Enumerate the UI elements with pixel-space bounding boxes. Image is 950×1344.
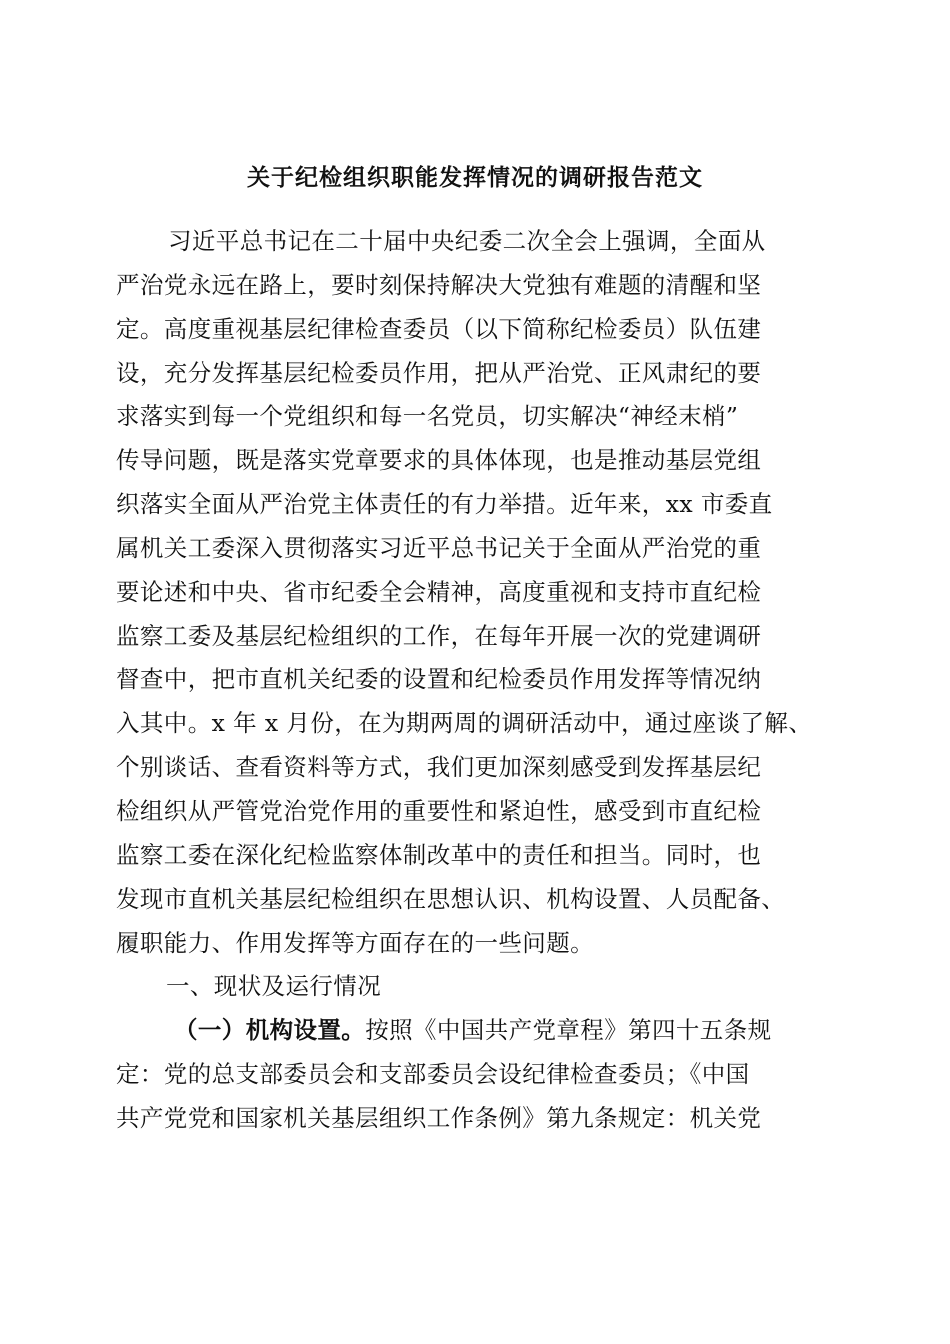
paragraph-line: 共产党党和国家机关基层组织工作条例》第九条规定：机关党 xyxy=(116,1103,762,1132)
paragraph-line: 督查中，把市直机关纪委的设置和纪检委员作用发挥等情况纳 xyxy=(116,665,762,694)
paragraph-line: 求落实到每一个党组织和每一名党员，切实解决“神经末梢” xyxy=(116,402,739,431)
subsection-first-line-text: 按照《中国共产党章程》第四十五条规 xyxy=(365,1016,772,1045)
paragraph-line: 检组织从严管党治党作用的重要性和紧迫性，感受到市直纪检 xyxy=(116,796,762,825)
paragraph-line: 要论述和中央、省市纪委全会精神，高度重视和支持市直纪检 xyxy=(116,577,762,606)
paragraph-line: 织落实全面从严治党主体责任的有力举措。近年来，xx 市委直 xyxy=(116,490,773,519)
subsection-first-line xyxy=(116,1009,856,1053)
document-title: 关于纪检组织职能发挥情况的调研报告范文 xyxy=(247,164,703,191)
paragraph-line: 监察工委在深化纪检监察体制改革中的责任和担当。同时，也 xyxy=(116,840,762,869)
section-heading: 一、现状及运行情况 xyxy=(166,972,382,1001)
paragraph-line: 入其中。x 年 x 月份，在为期两周的调研活动中，通过座谈了解、 xyxy=(116,709,813,738)
paragraph-line: 监察工委及基层纪检组织的工作，在每年开展一次的党建调研 xyxy=(116,621,762,650)
paragraph-line: 传导问题，既是落实党章要求的具体体现，也是推动基层党组 xyxy=(116,446,762,475)
subsection-label: （一）机构设置。 xyxy=(174,1016,366,1045)
paragraph-line: 严治党永远在路上，要时刻保持解决大党独有难题的清醒和坚 xyxy=(116,270,762,299)
paragraph-line: 个别谈话、查看资料等方式，我们更加深刻感受到发挥基层纪 xyxy=(116,753,762,782)
paragraph-line: 发现市直机关基层纪检组织在思想认识、机构设置、人员配备、 xyxy=(116,884,786,913)
paragraph-line: 定：党的总支部委员会和支部委员会设纪律检查委员；《中国 xyxy=(116,1060,750,1089)
document-body xyxy=(116,220,856,1141)
paragraph-line: 设，充分发挥基层纪检委员作用，把从严治党、正风肃纪的要 xyxy=(116,358,762,387)
paragraph-line: 习近平总书记在二十届中央纪委二次全会上强调，全面从 xyxy=(168,227,766,255)
paragraph-line: 属机关工委深入贯彻落实习近平总书记关于全面从严治党的重 xyxy=(116,533,762,562)
paragraph-line: 定。高度重视基层纪律检查委员（以下简称纪检委员）队伍建 xyxy=(116,314,762,343)
paragraph-line: 履职能力、作用发挥等方面存在的一些问题。 xyxy=(116,928,594,957)
